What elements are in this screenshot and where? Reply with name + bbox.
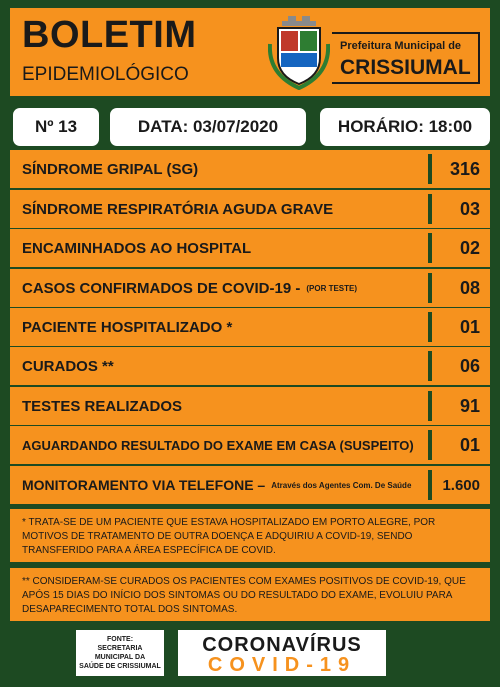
footnote-cured: ** CONSIDERAM-SE CURADOS OS PACIENTES COM EXAMES POSITIVOS DE COVID-19, QUE APÓS 15 DIAS DO INÍCIO DOS SINTOMAS OU DO RESULTADO DO EXAME, EVOLUIU PARA DESAPARECIMENTO TOTAL DOS SINTOMAS. bbox=[10, 568, 490, 621]
column-divider bbox=[428, 430, 432, 460]
stat-row-srag bbox=[10, 190, 490, 228]
column-divider bbox=[428, 233, 432, 263]
stat-value: 1.600 bbox=[442, 476, 480, 494]
prefeitura-label: Prefeitura Municipal de bbox=[340, 40, 462, 52]
stat-row-testes-realizados bbox=[10, 387, 490, 425]
stat-label-note: (POR TESTE) bbox=[306, 283, 358, 293]
stat-row-monitoramento-telefone bbox=[10, 466, 490, 504]
stat-label-text: SÍNDROME RESPIRATÓRIA AGUDA GRAVE bbox=[22, 200, 334, 218]
bulletin-number: Nº 13 bbox=[13, 108, 99, 146]
stat-label bbox=[22, 308, 232, 346]
stat-label bbox=[22, 150, 198, 188]
stat-label-text: MONITORAMENTO VIA TELEFONE – bbox=[22, 477, 266, 493]
page-title: BOLETIM bbox=[22, 14, 197, 56]
column-divider bbox=[428, 391, 432, 421]
source-line: SAÚDE DE CRISSIUMAL bbox=[79, 663, 161, 670]
stat-value: 01 bbox=[459, 316, 480, 337]
stat-label bbox=[22, 269, 357, 307]
stat-label-text: CURADOS ** bbox=[22, 357, 114, 375]
stat-row-casos-confirmados bbox=[10, 269, 490, 307]
city-name: CRISSIUMAL bbox=[340, 56, 471, 79]
column-divider bbox=[428, 273, 432, 303]
footnote-hospitalized: * TRATA-SE DE UM PACIENTE QUE ESTAVA HOSPITALIZADO EM PORTO ALEGRE, POR MOTIVOS DE TRATAMENTO DE OUTRA DOENÇA E ADQUIRIU A COVID-19, SENDO TRANSFERIDO PARA A ÁREA ESPECÍFICA DE COVID. bbox=[10, 509, 490, 562]
stat-row-aguardando-resultado bbox=[10, 426, 490, 464]
page-subtitle: EPIDEMIOLÓGICO bbox=[22, 64, 189, 85]
stat-row-curados bbox=[10, 347, 490, 385]
coronavirus-logo bbox=[178, 630, 386, 676]
header-banner bbox=[10, 8, 490, 96]
stat-label bbox=[22, 426, 414, 464]
column-divider bbox=[428, 470, 432, 500]
stat-value: 316 bbox=[449, 158, 480, 179]
stat-row-encaminhados-hospital bbox=[10, 229, 490, 267]
stat-row-paciente-hospitalizado bbox=[10, 308, 490, 346]
stat-value: 02 bbox=[459, 237, 480, 258]
stat-value: 01 bbox=[459, 434, 480, 455]
stat-label-text: ENCAMINHADOS AO HOSPITAL bbox=[22, 239, 252, 257]
stat-label-text: TESTES REALIZADOS bbox=[22, 397, 183, 415]
municipal-crest-icon bbox=[268, 14, 330, 90]
source-line: MUNICIPAL DA bbox=[94, 654, 146, 661]
stat-label bbox=[22, 387, 182, 425]
column-divider bbox=[428, 312, 432, 342]
bulletin-date: DATA: 03/07/2020 bbox=[110, 108, 306, 146]
covid-label: COVID-19 bbox=[207, 654, 357, 676]
stat-label-text: AGUARDANDO RESULTADO DO EXAME EM CASA (SUSPEITO) bbox=[22, 437, 414, 453]
stat-row-sindrome-gripal bbox=[10, 150, 490, 188]
stat-label bbox=[22, 466, 411, 504]
stat-value: 06 bbox=[459, 355, 480, 376]
stat-label bbox=[22, 347, 114, 385]
stat-value: 91 bbox=[459, 395, 480, 416]
prefeitura-box bbox=[332, 32, 480, 84]
bulletin-time: HORÁRIO: 18:00 bbox=[320, 108, 490, 146]
source-line: SECRETARIA bbox=[97, 645, 143, 652]
column-divider bbox=[428, 351, 432, 381]
stat-label bbox=[22, 190, 333, 228]
column-divider bbox=[428, 194, 432, 224]
stat-label-text: PACIENTE HOSPITALIZADO * bbox=[22, 318, 233, 336]
stat-label bbox=[22, 229, 251, 267]
stat-value: 03 bbox=[459, 198, 480, 219]
stat-label-text: CASOS CONFIRMADOS DE COVID-19 - bbox=[22, 279, 301, 297]
source-line: FONTE: bbox=[106, 636, 134, 643]
coronavirus-label: CORONAVÍRUS bbox=[202, 634, 362, 656]
source-box bbox=[76, 630, 164, 676]
stat-value: 08 bbox=[459, 277, 480, 298]
stat-label-note: Através dos Agentes Com. De Saúde bbox=[271, 480, 412, 490]
stat-label-text: SÍNDROME GRIPAL (SG) bbox=[22, 160, 199, 178]
column-divider bbox=[428, 154, 432, 184]
